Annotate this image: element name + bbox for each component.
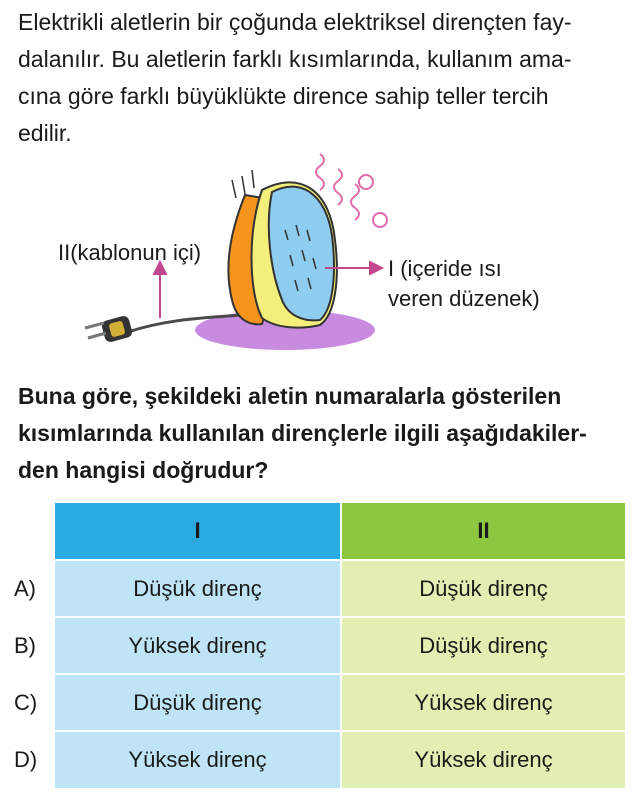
- option-b-col1: Yüksek direnç: [55, 618, 340, 673]
- intro-paragraph: Elektrikli aletlerin bir çoğunda elektriksel dirençten fay- dalanılır. Bu aletlerin farklı kısımlarında, kullanım ama- cına göre farklı büyüklükte dirence sahip teller tercih edilir.: [18, 9, 572, 146]
- arrow-ii-icon: [154, 262, 166, 318]
- option-a-label[interactable]: A): [14, 575, 36, 601]
- option-b-label[interactable]: B): [14, 632, 36, 658]
- motion-lines: [232, 170, 254, 198]
- question-text: Buna göre, şekildeki aletin numaralarla gösterilen kısımlarında kullanılan dirençlerle ilgili aşağıdakiler- den hangisi doğrudur?: [18, 383, 587, 483]
- option-d-col2: Yüksek direnç: [342, 732, 625, 788]
- header-i: I: [55, 503, 340, 559]
- option-c-col2: Yüksek direnç: [342, 675, 625, 730]
- option-a-col2: Düşük direnç: [342, 561, 625, 616]
- answer-table: [0, 503, 637, 793]
- option-b-col2: Düşük direnç: [342, 618, 625, 673]
- plug-icon: [85, 315, 133, 343]
- header-ii: II: [342, 503, 625, 559]
- option-c-label[interactable]: C): [14, 689, 38, 715]
- iron-figure: [0, 150, 637, 370]
- option-d-col1: Yüksek direnç: [55, 732, 340, 788]
- option-c-col1: Düşük direnç: [55, 675, 340, 730]
- label-i: I (içeride ısı veren düzenek): [388, 256, 540, 311]
- label-ii: II(kablonun içi): [58, 240, 202, 265]
- option-a-col1: Düşük direnç: [55, 561, 340, 616]
- option-d-label[interactable]: D): [14, 747, 38, 772]
